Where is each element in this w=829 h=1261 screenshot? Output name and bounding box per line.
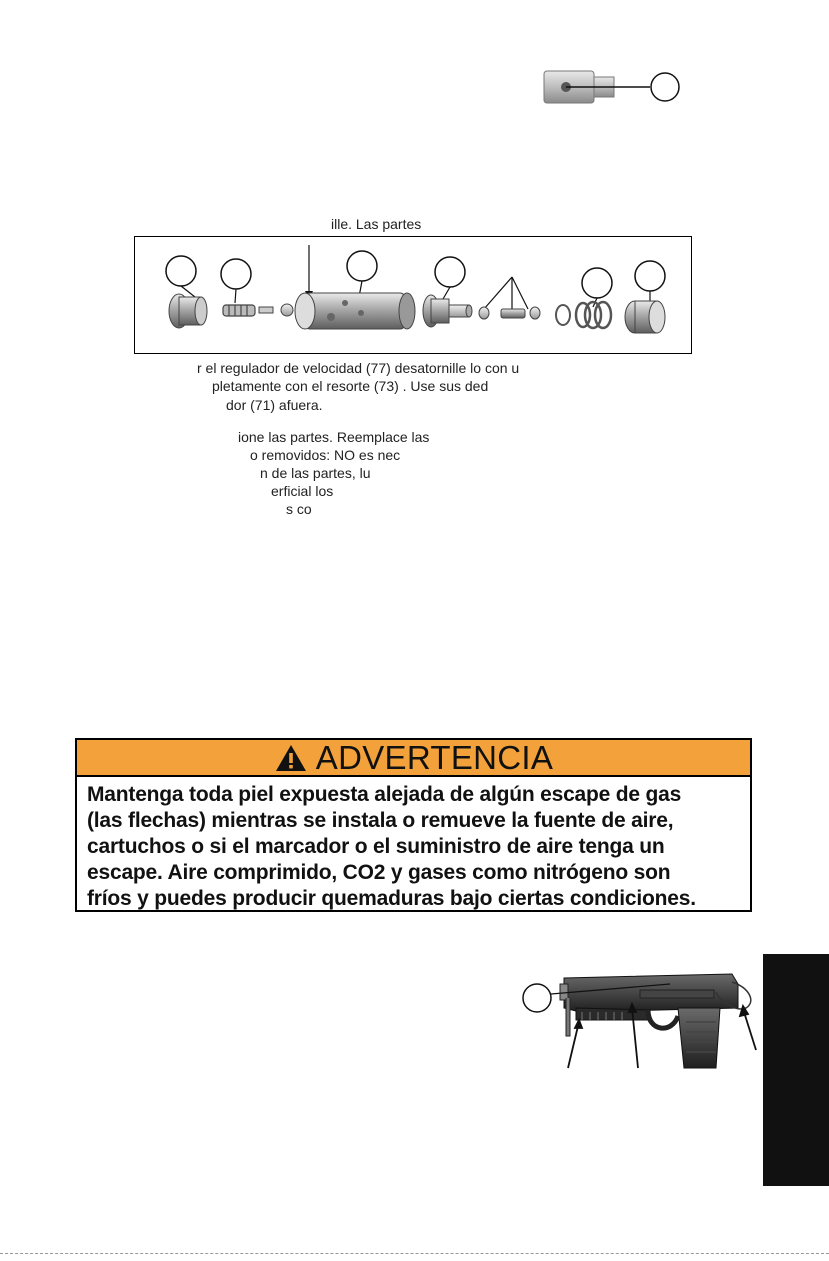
text-fragment-9: s co	[286, 501, 312, 517]
text-fragment-1: ille. Las partes	[331, 216, 422, 232]
warning-line: cartuchos o si el marcador o el suministro de aire tenga un	[87, 835, 665, 858]
text-fragment-4: dor (71) afuera.	[226, 397, 323, 413]
warning-line: escape. Aire comprimido, CO2 y gases como nitrógeno son	[87, 861, 671, 884]
warning-line: fríos y puedes producir quemaduras bajo ciertas condiciones.	[87, 887, 696, 910]
page-cut-line	[0, 1253, 829, 1254]
warning-triangle-icon	[274, 743, 308, 773]
warning-line: (las flechas) mientras se instala o remueve la fuente de aire,	[87, 809, 674, 832]
warning-title: ADVERTENCIA	[315, 739, 554, 776]
text-fragment-5: ione las partes. Reemplace las	[238, 429, 430, 445]
text-fragment-6: o removidos: NO es nec	[250, 447, 401, 463]
exploded-parts-drawing	[135, 237, 691, 353]
text-fragment-2: r el regulador de velocidad (77) desatornille lo con u	[197, 360, 520, 376]
text-fragment-8: erficial los	[271, 483, 334, 499]
section-side-tab	[763, 954, 829, 1186]
warning-body	[77, 777, 750, 912]
text-fragment-7: n de las partes, lu	[260, 465, 371, 481]
warning-line: Mantenga toda piel expuesta alejada de algún escape de gas	[87, 783, 682, 806]
text-fragment-3: pletamente con el resorte (73) . Use sus ded	[212, 378, 489, 394]
small-part-illustration	[536, 66, 686, 106]
warning-box	[75, 738, 752, 912]
warning-header	[77, 740, 750, 777]
marker-illustration	[520, 968, 760, 1072]
exploded-parts-diagram	[134, 236, 692, 354]
